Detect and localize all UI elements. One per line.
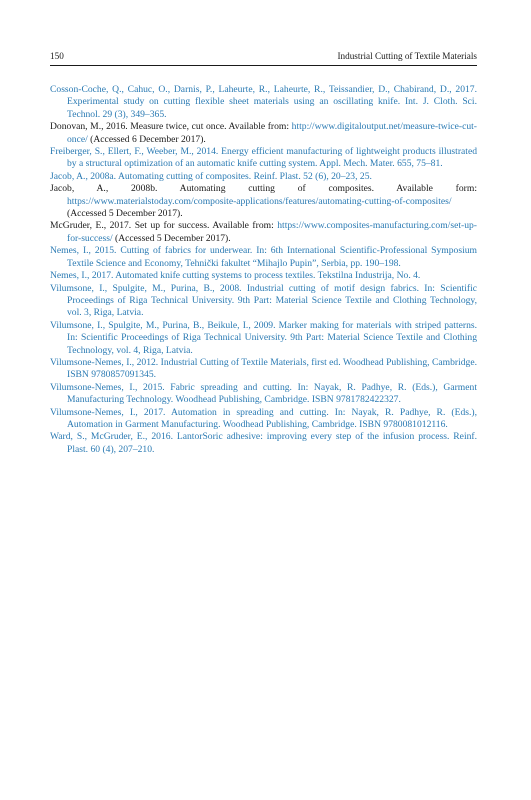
reference-item[interactable] xyxy=(50,320,477,357)
reference-item[interactable] xyxy=(50,171,477,183)
reference-url-link[interactable]: https://www.materialstoday.com/composite-applications/features/automating-cutting-of-composites/ xyxy=(67,195,452,207)
reference-item[interactable] xyxy=(50,283,477,320)
reference-text: Cosson-Coche, Q., Cahuc, O., Darnis, P., Laheurte, R., Laheurte, R., Teissandier, D., Chabirand, D., 2017. Experimental study on cutting flexible sheet materials using an oscillating knife. Int. J. Cloth. Sci. Technol. 29 (3), 349–365. xyxy=(50,84,477,120)
reference-text: Donovan, M., 2016. Measure twice, cut once. Available from: xyxy=(50,121,292,133)
reference-item[interactable] xyxy=(50,146,477,171)
reference-item[interactable] xyxy=(50,84,477,121)
reference-item[interactable] xyxy=(50,245,477,270)
reference-item[interactable] xyxy=(50,357,477,382)
running-header xyxy=(50,50,477,66)
reference-text: (Accessed 6 December 2017). xyxy=(87,133,206,145)
reference-text: Nemes, I., 2017. Automated knife cutting systems to process textiles. Tekstilna Industrija, No. 4. xyxy=(50,270,421,282)
page-number: 150 xyxy=(50,51,64,61)
reference-item[interactable] xyxy=(50,431,477,456)
reference-text: Vilumsone, I., Spulgite, M., Purina, B., 2008. Industrial cutting of motif design fabrics. In: Scientific Proceedings of Riga Technical University. 9th Part: Material Science Textile and Clothing Technology, vol. 3, Riga, Latvia. xyxy=(50,282,477,319)
reference-text: Ward, S., McGruder, E., 2016. LantorSoric adhesive: improving every step of the infusion process. Reinf. Plast. 60 (4), 207–210. xyxy=(50,431,477,455)
reference-list xyxy=(50,84,477,456)
reference-text: (Accessed 5 December 2017). xyxy=(67,208,183,220)
reference-text: (Accessed 5 December 2017). xyxy=(112,232,231,244)
reference-item[interactable] xyxy=(50,407,477,432)
reference-text: Jacob, A., 2008a. Automating cutting of composites. Reinf. Plast. 52 (6), 20–23, 25. xyxy=(50,170,372,182)
reference-item[interactable] xyxy=(50,382,477,407)
reference-text: Nemes, I., 2015. Cutting of fabrics for underwear. In: 6th International Scientific-Professional Symposium Textile Science and Economy, Tehnički fakultet “Mihajlo Pupin”, Serbia, pp. 190–198. xyxy=(50,245,477,269)
reference-item[interactable] xyxy=(50,270,477,282)
running-title: Industrial Cutting of Textile Materials xyxy=(337,51,477,61)
reference-item xyxy=(50,183,477,220)
reference-url-link[interactable]: http://www.digitaloutput.net/measure-twice-cut-once/ xyxy=(67,121,477,145)
reference-text: Vilumsone-Nemes, I., 2012. Industrial Cutting of Textile Materials, first ed. Woodhead Publishing, Cambridge. ISBN 9780857091345. xyxy=(50,356,477,381)
reference-url-link[interactable]: https://www.composites-manufacturing.com/set-up-for-success/ xyxy=(67,220,477,244)
reference-item xyxy=(50,220,477,245)
reference-text: Vilumsone-Nemes, I., 2017. Automation in spreading and cutting. In: Nayak, R. Padhye, R. (Eds.), Automation in Garment Manufacturing. Woodhead Publishing, Cambridge. ISBN 9780081012116. xyxy=(50,406,477,430)
reference-text: Jacob, A., 2008b. Automating cutting of composites. Available form: xyxy=(50,183,477,195)
reference-text: Freiberger, S., Ellert, F., Weeber, M., 2014. Energy efficient manufacturing of lightweight products illustrated by a structural optimization of an automatic knife cutting system. Appl. Mech. Mater. 655, 75–81. xyxy=(50,146,477,170)
reference-text: Vilumsone-Nemes, I., 2015. Fabric spreading and cutting. In: Nayak, R. Padhye, R. (Eds.), Garment Manufacturing Technology. Woodhead Publishing, Cambridge. ISBN 9781782422327. xyxy=(50,381,477,406)
reference-text: McGruder, E., 2017. Set up for success. Available from: xyxy=(50,220,278,232)
reference-item xyxy=(50,121,477,146)
reference-text: Vilumsone, I., Spulgite, M., Purina, B., Beikule, I., 2009. Marker making for materials with striped patterns. In: Scientific Proceedings of Riga Technical University. 9th Part: Material Science Textile and Clothing Technology, vol. 4, Riga, Latvia. xyxy=(50,319,477,356)
